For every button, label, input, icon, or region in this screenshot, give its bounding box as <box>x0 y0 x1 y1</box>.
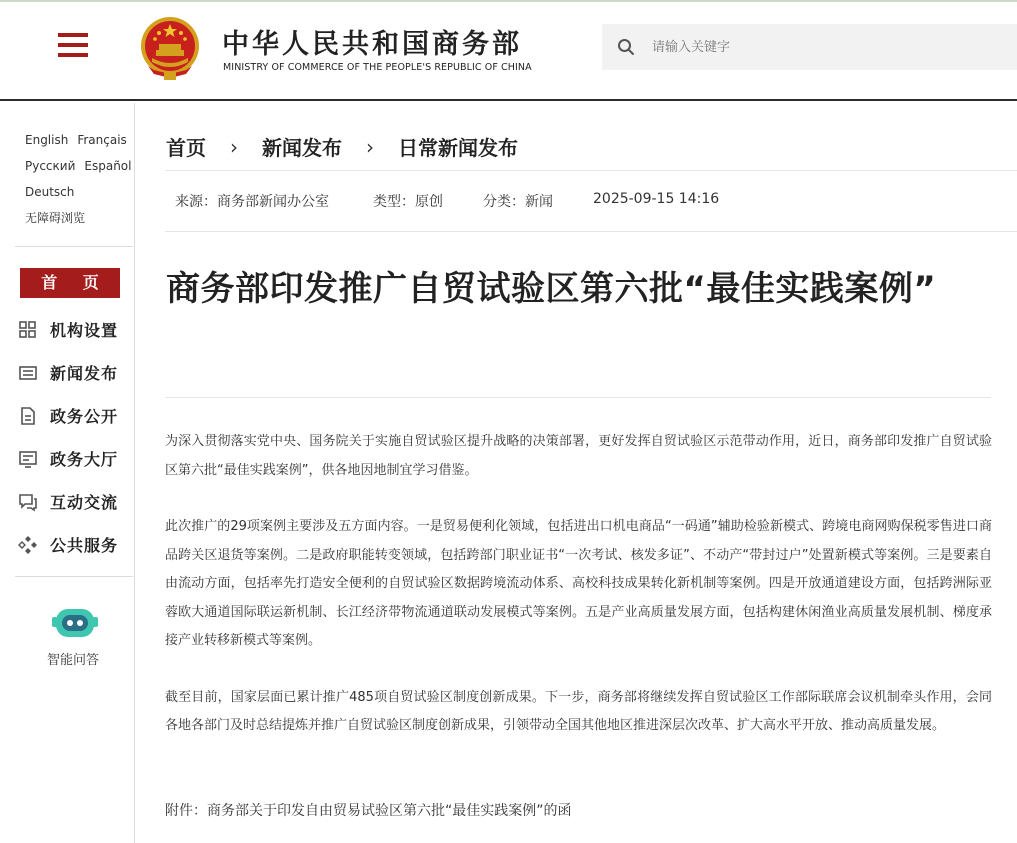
meta-source: 来源：商务部新闻办公室 <box>175 194 329 210</box>
breadcrumb-daily-news-link[interactable]: 日常新闻发布 <box>398 136 518 160</box>
hall-icon <box>18 449 38 469</box>
lang-spanish-link[interactable]: Español <box>84 159 132 173</box>
sidebar-item-public-affairs[interactable] <box>18 394 133 437</box>
breadcrumb-news-link[interactable]: 新闻发布 <box>262 136 342 160</box>
service-icon <box>18 535 38 555</box>
sidebar-item-organization[interactable] <box>18 308 133 351</box>
sidebar-nav <box>18 308 133 566</box>
hamburger-menu-icon[interactable] <box>56 30 90 60</box>
sidebar-item-public-service[interactable] <box>18 523 133 566</box>
article-paragraph: 为深入贯彻落实党中央、国务院关于实施自贸试验区提升战略的决策部署，更好发挥自贸试验区示范带动作用，近日，商务部印发推广自贸试验区第六批“最佳实践案例”，供各地因地制宜学习借鉴。 <box>165 434 992 478</box>
meta-datetime: 2025-09-15 14:16 <box>593 191 720 207</box>
site-subtitle: MINISTRY OF COMMERCE OF THE PEOPLE'S REPUBLIC OF CHINA <box>223 62 532 73</box>
sidebar-item-news[interactable] <box>18 351 133 394</box>
sidebar-item-label: 机构设置 <box>50 321 119 340</box>
sidebar-item-label: 公共服务 <box>50 536 119 555</box>
lang-english-link[interactable]: English <box>25 133 69 147</box>
article-paragraph: 此次推广的29项案例主要涉及五方面内容。一是贸易便利化领域，包括进出口机电商品“一码通”辅助检验新模式、跨境电商网购保税零售进口商品跨关区退货等案例。二是政府职能转变领域，包括跨部门职业证书“一次考试、核发多证”、不动产“带封过户”处置新模式等案例。三是要素自由流动方面，包括率先打造安全便利的自贸试验区数据跨境流动体系、高校科技成果转化新机制等案例。四是开放通道建设方面，包括跨洲际亚蓉欧大通道国际联运新机制、长江经济带物流通道联动发展模式等案例。五是产业高质量发展方面，包括构建休闲渔业高质量发展机制、梯度承接产业转移新模式等案例。 <box>165 519 992 648</box>
site-header <box>0 2 1017 101</box>
meta-category: 分类：新闻 <box>483 194 553 210</box>
breadcrumb-home-link[interactable]: 首页 <box>166 136 206 160</box>
sidebar-item-service-hall[interactable] <box>18 437 133 480</box>
lang-german-link[interactable]: Deutsch <box>25 185 75 199</box>
chatbot-robot-icon[interactable] <box>52 603 98 641</box>
sidebar-home-button[interactable]: 首 页 <box>20 268 120 298</box>
chevron-right-icon: › <box>230 134 238 159</box>
title-divider <box>165 397 991 398</box>
chat-icon <box>18 492 38 512</box>
sidebar-item-interaction[interactable] <box>18 480 133 523</box>
attachment-link[interactable]: 附件：商务部关于印发自由贸易试验区第六批“最佳实践案例”的函 <box>165 803 572 819</box>
sidebar-divider <box>15 576 133 577</box>
news-icon <box>18 363 38 383</box>
accessibility-link[interactable]: 无障碍浏览 <box>25 211 86 225</box>
sidebar-item-label: 政务公开 <box>50 407 119 426</box>
lang-french-link[interactable]: Français <box>77 133 127 147</box>
meta-type: 类型：原创 <box>373 194 443 210</box>
document-icon <box>18 406 38 426</box>
sidebar-item-label: 互动交流 <box>50 493 119 512</box>
sidebar-divider <box>15 246 133 247</box>
search-input[interactable] <box>652 36 992 58</box>
search-box[interactable] <box>602 24 1017 70</box>
lang-russian-link[interactable]: Русский <box>25 159 76 173</box>
article-title: 商务部印发推广自贸试验区第六批“最佳实践案例” <box>166 269 937 309</box>
chevron-right-icon: › <box>366 134 374 159</box>
article-paragraph: 截至目前，国家层面已累计推广485项自贸试验区制度创新成果。下一步，商务部将继续发挥自贸试验区工作部际联席会议机制牵头作用，会同各地各部门及时总结提炼并推广自贸试验区制度创新成果，引领带动全国其他地区推进深层次改革、扩大高水平开放、推动高质量发展。 <box>165 689 992 733</box>
grid-icon <box>18 320 38 340</box>
breadcrumb <box>166 132 518 161</box>
sidebar-item-label: 政务大厅 <box>50 450 119 469</box>
sidebar <box>0 103 135 843</box>
assistant-label[interactable]: 智能问答 <box>47 653 100 668</box>
site-title: 中华人民共和国商务部 <box>222 29 522 60</box>
national-emblem-icon <box>138 16 202 82</box>
sidebar-item-label: 新闻发布 <box>50 364 119 383</box>
article-body <box>165 428 992 769</box>
language-links <box>25 127 135 231</box>
search-icon[interactable] <box>616 37 636 57</box>
article-meta <box>165 170 1017 232</box>
